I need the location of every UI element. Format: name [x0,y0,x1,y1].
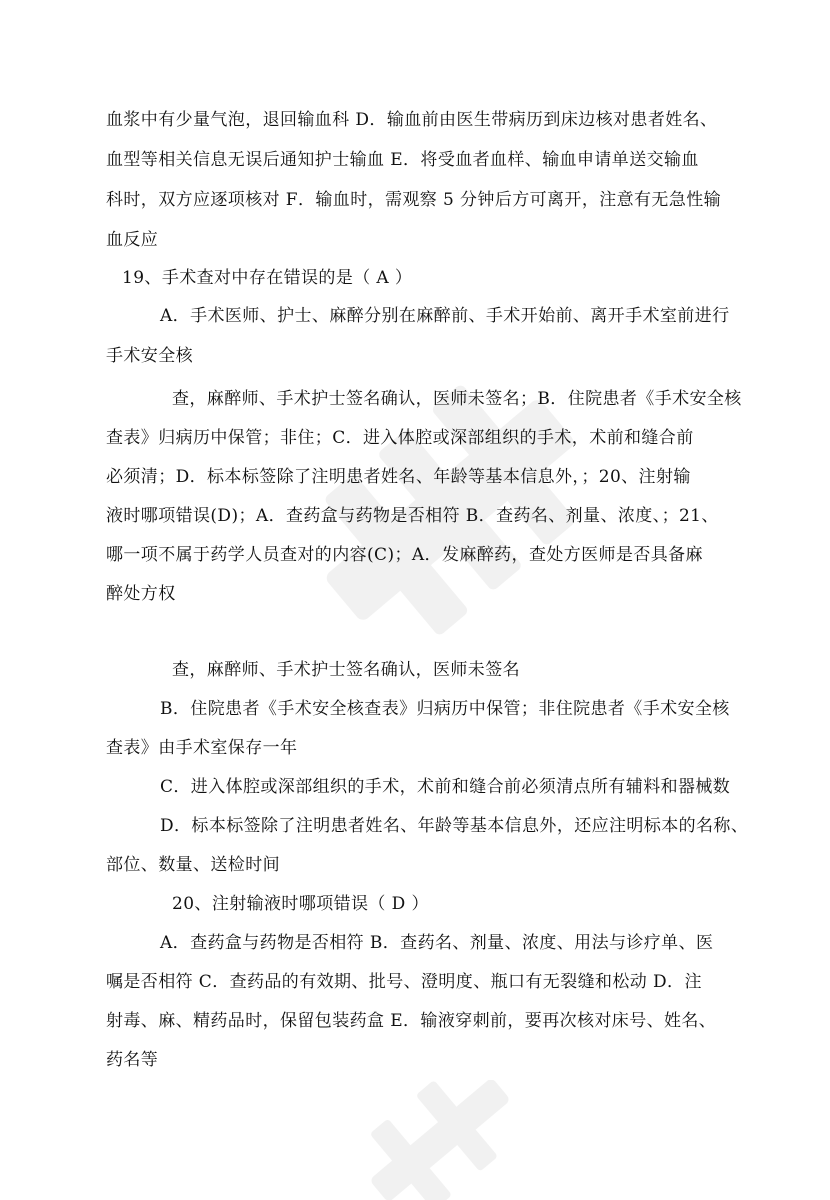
text-line: 血浆中有少量气泡，退回输血科 D．输血前由医生带病历到床边核对患者姓名、 [106,110,718,130]
text-line: 血型等相关信息无误后通知护士输血 E．将受血者血样、输血申请单送交输血 [106,150,699,170]
text-line: A．查药盒与药物是否相符 B．查药名、剂量、浓度、用法与诊疗单、医 [160,933,714,953]
text-line: 部位、数量、送检时间 [106,855,280,875]
watermark-logo-bottom [340,1080,540,1200]
text-line: 查表》归病历中保管；非住；C．进入体腔或深部组织的手术，术前和缝合前 [106,428,694,448]
text-line: 必须清；D．标本标签除了注明患者姓名、年龄等基本信息外，；20、注射输 [106,467,691,487]
text-line: 射毒、麻、精药品时，保留包装药盒 E．输液穿刺前，要再次核对床号、姓名、 [106,1011,717,1031]
text-line: 哪一项不属于药学人员查对的内容(C)；A．发麻醉药，查处方医师是否具备麻 [106,545,703,565]
text-line: 液时哪项错误(D)；A．查药盒与药物是否相符 B．查药名、剂量、浓度、；21、 [106,506,719,526]
text-line: B．住院患者《手术安全核查表》归病历中保管；非住院患者《手术安全核 [160,699,730,719]
question-20-title: 20、注射输液时哪项错误（ D ） [172,894,429,914]
text-line: 查，麻醉师、手术护士签名确认，医师未签名；B．住院患者《手术安全核 [172,389,742,409]
text-line: 科时，双方应逐项核对 F．输血时，需观察 5 分钟后方可离开，注意有无急性输 [106,190,722,210]
text-line: 嘱是否相符 C．查药品的有效期、批号、澄明度、瓶口有无裂缝和松动 D．注 [106,972,702,992]
text-line: 查表》由手术室保存一年 [106,738,298,758]
text-line: D．标本标签除了注明患者姓名、年龄等基本信息外，还应注明标本的名称、 [160,816,749,836]
text-line: 药名等 [106,1050,159,1070]
text-line: C．进入体腔或深部组织的手术，术前和缝合前必须清点所有辅料和器械数 [160,777,731,797]
text-line: 查，麻醉师、手术护士签名确认，医师未签名 [172,660,520,680]
question-19-title: 19、手术查对中存在错误的是（ A ） [122,268,413,288]
text-line: 手术安全核 [106,346,193,366]
text-line: A．手术医师、护士、麻醉分别在麻醉前、手术开始前、离开手术室前进行 [160,306,730,326]
text-line: 醉处方权 [106,584,176,604]
text-line: 血反应 [106,230,159,250]
